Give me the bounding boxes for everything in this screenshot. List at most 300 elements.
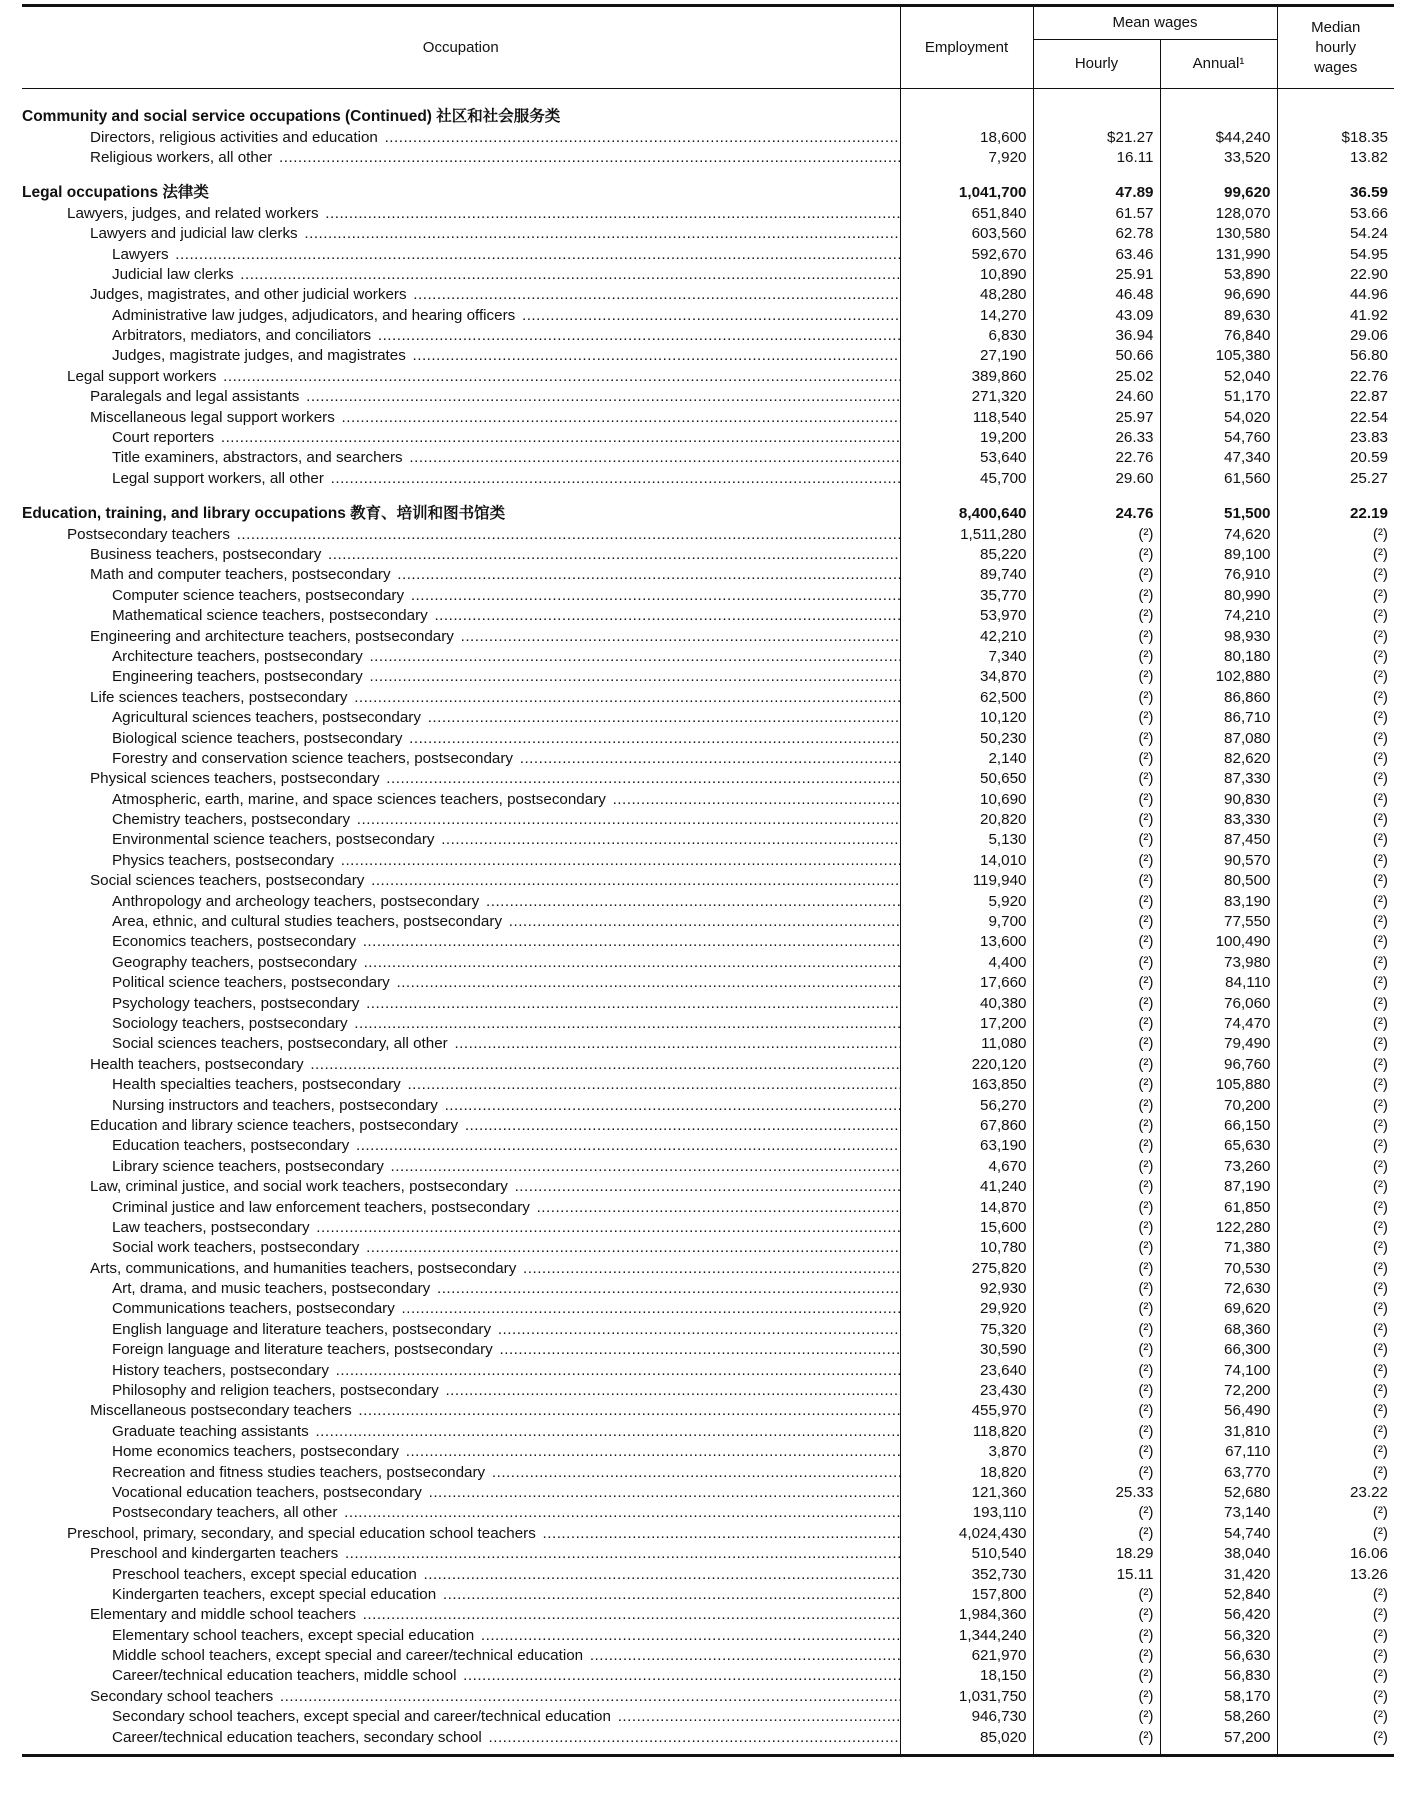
employment-cell: 18,600 [900,127,1033,147]
hourly-mean-cell: 62.78 [1033,224,1160,244]
occupation-cell [22,265,900,285]
table-row [22,1503,1394,1523]
annual-mean-cell: 96,760 [1160,1055,1277,1075]
annual-mean-cell: 54,020 [1160,407,1277,427]
occupation-cell [22,545,900,565]
occupation-label [22,1014,900,1034]
table-row [22,1422,1394,1442]
employment-cell: 50,230 [900,728,1033,748]
occupation-label [22,994,900,1014]
spacer-cell [900,489,1033,504]
table-row [22,346,1394,366]
annual-mean-cell: 128,070 [1160,204,1277,224]
median-hourly-cell: (²) [1277,1320,1394,1340]
hourly-mean-cell: (²) [1033,545,1160,565]
occupation-cell [22,504,900,524]
hourly-mean-cell: (²) [1033,993,1160,1013]
occupation-label [22,851,900,871]
occupation-cell [22,285,900,305]
occupation-label [22,810,900,830]
employment-cell: 18,820 [900,1462,1033,1482]
median-hourly-cell: (²) [1277,586,1394,606]
hourly-mean-cell: (²) [1033,1524,1160,1544]
occupation-cell [22,1503,900,1523]
hourly-mean-cell: (²) [1033,953,1160,973]
occupation-cell [22,871,900,891]
occupation-cell [22,1340,900,1360]
occupation-cell [22,993,900,1013]
annual-mean-cell: 80,180 [1160,647,1277,667]
occupation-cell [22,224,900,244]
median-hourly-cell: (²) [1277,932,1394,952]
occupation-label [22,1218,900,1238]
occupation-cell [22,769,900,789]
occupation-label [22,367,900,387]
hourly-mean-cell: (²) [1033,1320,1160,1340]
employment-cell: 62,500 [900,688,1033,708]
median-hourly-cell: $18.35 [1277,127,1394,147]
occupation-label [22,545,900,565]
employment-cell: 45,700 [900,469,1033,489]
median-hourly-cell: 54.95 [1277,244,1394,264]
employment-cell: 27,190 [900,346,1033,366]
hourly-mean-cell: (²) [1033,1605,1160,1625]
table-row [22,1483,1394,1503]
occupation-cell [22,790,900,810]
hourly-mean-cell: (²) [1033,565,1160,585]
median-hourly-cell: (²) [1277,953,1394,973]
hourly-mean-cell: (²) [1033,1136,1160,1156]
median-hourly-cell: (²) [1277,790,1394,810]
table-row [22,1727,1394,1747]
median-hourly-cell: 23.22 [1277,1483,1394,1503]
occupation-text: Mathematical science teachers, postsecondary [112,607,428,625]
table-header [22,6,1394,89]
hourly-mean-cell: (²) [1033,1238,1160,1258]
table-row [22,428,1394,448]
occupation-text: Math and computer teachers, postsecondary [90,566,391,584]
occupation-text: Chemistry teachers, postsecondary [112,811,351,829]
table-row [22,749,1394,769]
occupation-label [22,1157,900,1177]
table-row [22,265,1394,285]
employment-cell: 11,080 [900,1034,1033,1054]
employment-cell: 23,430 [900,1381,1033,1401]
hourly-mean-cell: (²) [1033,1055,1160,1075]
table-row [22,1585,1394,1605]
occupation-text: Legal support workers, all other [112,469,324,487]
table-row [22,524,1394,544]
table-row [22,1177,1394,1197]
occupation-label [22,871,900,891]
occupation-text: Recreation and fitness studies teachers, postsecondary [112,1463,486,1481]
table-row [22,1320,1394,1340]
occupation-text: Court reporters [112,429,215,447]
annual-mean-cell: 56,320 [1160,1626,1277,1646]
occupation-label [22,408,900,428]
employment-cell: 220,120 [900,1055,1033,1075]
median-hourly-cell: (²) [1277,769,1394,789]
median-hourly-cell: (²) [1277,545,1394,565]
annual-mean-cell: 73,980 [1160,953,1277,973]
median-hourly-cell: 41.92 [1277,306,1394,326]
median-header-line-3: wages [1314,58,1358,76]
occupation-text: Engineering teachers, postsecondary [112,668,363,686]
occupation-text: Education and library science teachers, postsecondary [90,1116,459,1134]
occupation-text: Career/technical education teachers, secondary school [112,1728,482,1746]
median-hourly-cell: (²) [1277,1157,1394,1177]
occupation-label [22,1116,900,1136]
occupation-text: Agricultural sciences teachers, postsecondary [112,709,421,727]
occupation-text: Law teachers, postsecondary [112,1218,310,1236]
table-row [22,469,1394,489]
employment-cell: 14,870 [900,1197,1033,1217]
table-row [22,1136,1394,1156]
occupation-label [22,667,900,687]
annual-mean-cell: 74,210 [1160,606,1277,626]
hourly-mean-cell: (²) [1033,932,1160,952]
hourly-mean-cell: (²) [1033,1503,1160,1523]
median-hourly-cell: (²) [1277,1116,1394,1136]
occupation-cell [22,367,900,387]
median-hourly-cell: 22.76 [1277,367,1394,387]
annual-mean-cell: 98,930 [1160,626,1277,646]
median-hourly-cell: (²) [1277,1279,1394,1299]
occupation-label [22,1646,900,1666]
occupation-text: Psychology teachers, postsecondary [112,994,360,1012]
annual-mean-cell: 65,630 [1160,1136,1277,1156]
hourly-mean-cell: 25.91 [1033,265,1160,285]
median-hourly-wages-header [1277,6,1394,89]
table-row [22,285,1394,305]
occupation-cell [22,1666,900,1686]
occupation-label [22,749,900,769]
occupation-cell [22,1116,900,1136]
occupation-cell [22,1442,900,1462]
annual-mean-cell: 82,620 [1160,749,1277,769]
hourly-mean-cell: (²) [1033,1157,1160,1177]
employment-cell: 85,020 [900,1727,1033,1747]
occupation-cell [22,407,900,427]
occupation-label [22,769,900,789]
table-row [22,244,1394,264]
occupation-text: Education teachers, postsecondary [112,1137,350,1155]
employment-cell: 651,840 [900,204,1033,224]
median-hourly-cell: (²) [1277,1666,1394,1686]
occupation-text: Religious workers, all other [90,148,273,166]
annual-mean-cell: 63,770 [1160,1462,1277,1482]
employment-cell: 23,640 [900,1360,1033,1380]
occupation-text: Atmospheric, earth, marine, and space sciences teachers, postsecondary [112,790,606,808]
occupation-cell [22,448,900,468]
table-row [22,545,1394,565]
table-row [22,993,1394,1013]
annual-mean-cell: 80,990 [1160,586,1277,606]
occupation-text: Lawyers [112,245,169,263]
occupation-text: Elementary school teachers, except special education [112,1626,475,1644]
occupation-label [22,830,900,850]
median-hourly-cell: (²) [1277,1381,1394,1401]
employment-cell: 30,590 [900,1340,1033,1360]
spacer-cell [900,168,1033,183]
hourly-mean-cell: (²) [1033,606,1160,626]
table-row [22,1544,1394,1564]
median-hourly-cell: 54.24 [1277,224,1394,244]
mean-wages-header: Mean wages [1033,6,1277,40]
employment-cell: 17,200 [900,1014,1033,1034]
annual-mean-cell: 66,150 [1160,1116,1277,1136]
occupation-cell [22,912,900,932]
occupation-cell [22,1258,900,1278]
occupation-text: English language and literature teachers, postsecondary [112,1320,492,1338]
median-hourly-cell: (²) [1277,993,1394,1013]
hourly-mean-cell: 47.89 [1033,183,1160,203]
hourly-mean-cell: (²) [1033,728,1160,748]
hourly-mean-cell: (²) [1033,1422,1160,1442]
occupation-cell [22,1727,900,1747]
occupation-cell [22,1564,900,1584]
occupation-label [22,1544,900,1564]
employment-cell: 53,640 [900,448,1033,468]
employment-cell: 271,320 [900,387,1033,407]
spacer-cell [1160,89,1277,108]
occupation-cell [22,749,900,769]
employment-cell: 20,820 [900,810,1033,830]
median-hourly-cell: 22.87 [1277,387,1394,407]
spacer-cell [22,1748,900,1756]
table-row [22,1218,1394,1238]
hourly-mean-cell: 50.66 [1033,346,1160,366]
employment-cell: 4,670 [900,1157,1033,1177]
median-hourly-cell: (²) [1277,1462,1394,1482]
occupation-text: Judges, magistrates, and other judicial workers [90,286,407,304]
occupation-text: Home economics teachers, postsecondary [112,1443,400,1461]
hourly-mean-cell: (²) [1033,1075,1160,1095]
spacer-row [22,168,1394,183]
hourly-mean-cell: 16.11 [1033,148,1160,168]
occupation-label [22,1075,900,1095]
median-hourly-cell: (²) [1277,1258,1394,1278]
spacer-cell [22,489,900,504]
median-hourly-cell: (²) [1277,1442,1394,1462]
hourly-mean-cell: 24.76 [1033,504,1160,524]
annual-mean-cell: 89,630 [1160,306,1277,326]
hourly-mean-cell: (²) [1033,1585,1160,1605]
median-hourly-cell: (²) [1277,1075,1394,1095]
median-hourly-cell: (²) [1277,973,1394,993]
hourly-mean-cell: (²) [1033,1687,1160,1707]
median-hourly-cell: (²) [1277,1197,1394,1217]
occupation-cell [22,667,900,687]
occupation-label [22,953,900,973]
annual-mean-cell: 72,630 [1160,1279,1277,1299]
table-row [22,973,1394,993]
annual-mean-cell: 102,880 [1160,667,1277,687]
occupation-text: Law, criminal justice, and social work teachers, postsecondary [90,1178,508,1196]
annual-mean-cell: 52,680 [1160,1483,1277,1503]
annual-mean-cell [1160,107,1277,127]
median-hourly-cell: (²) [1277,728,1394,748]
table-row [22,851,1394,871]
table-row [22,1116,1394,1136]
hourly-mean-cell: (²) [1033,851,1160,871]
table-row [22,204,1394,224]
employment-header: Employment [900,6,1033,89]
hourly-mean-cell: (²) [1033,524,1160,544]
median-hourly-cell: (²) [1277,1687,1394,1707]
median-hourly-cell: (²) [1277,1218,1394,1238]
table-row [22,769,1394,789]
occupation-text: Business teachers, postsecondary [90,546,322,563]
table-row [22,1462,1394,1482]
employment-cell: 40,380 [900,993,1033,1013]
hourly-mean-cell: (²) [1033,1279,1160,1299]
median-hourly-cell: (²) [1277,851,1394,871]
occupation-cell [22,1605,900,1625]
annual-mean-cell: 71,380 [1160,1238,1277,1258]
median-hourly-cell: (²) [1277,1646,1394,1666]
occupation-label [22,1626,900,1646]
annual-mean-cell: 52,040 [1160,367,1277,387]
hourly-mean-cell: (²) [1033,626,1160,646]
annual-mean-cell: 105,880 [1160,1075,1277,1095]
spacer-row [22,1748,1394,1756]
table-row [22,326,1394,346]
occupation-cell [22,1075,900,1095]
median-hourly-cell: (²) [1277,688,1394,708]
occupation-text: Community and social service occupations (Continued) 社区和社会服务类 [22,108,561,126]
annual-mean-cell: 53,890 [1160,265,1277,285]
annual-mean-cell: 83,330 [1160,810,1277,830]
employment-cell: 2,140 [900,749,1033,769]
occupation-text: Architecture teachers, postsecondary [112,647,363,665]
table-row [22,1299,1394,1319]
annual-mean-cell: 105,380 [1160,346,1277,366]
table-row [22,728,1394,748]
occupation-cell [22,1177,900,1197]
occupation-text: Nursing instructors and teachers, postsecondary [112,1096,438,1114]
occupation-cell [22,1197,900,1217]
annual-mean-cell: 87,330 [1160,769,1277,789]
median-hourly-cell: (²) [1277,1055,1394,1075]
employment-cell: 1,041,700 [900,183,1033,203]
occupation-text: Life sciences teachers, postsecondary [90,688,348,706]
median-hourly-cell: (²) [1277,830,1394,850]
occupation-header: Occupation [422,38,499,56]
employment-cell: 5,920 [900,891,1033,911]
employment-cell: 1,984,360 [900,1605,1033,1625]
employment-cell: 455,970 [900,1401,1033,1421]
annual-mean-cell: 73,260 [1160,1157,1277,1177]
occupation-text: Title examiners, abstractors, and searchers [112,449,403,467]
occupation-text: Career/technical education teachers, middle school [112,1667,457,1685]
employment-cell: 121,360 [900,1483,1033,1503]
median-hourly-cell: 16.06 [1277,1544,1394,1564]
median-hourly-cell: (²) [1277,1727,1394,1747]
hourly-mean-cell: (²) [1033,1034,1160,1054]
median-hourly-cell: 22.54 [1277,407,1394,427]
employment-cell: 193,110 [900,1503,1033,1523]
annual-mean-cell: 76,910 [1160,565,1277,585]
occupation-text: Biological science teachers, postsecondary [112,729,403,747]
median-hourly-cell: (²) [1277,1503,1394,1523]
median-hourly-cell: 23.83 [1277,428,1394,448]
employment-cell: 18,150 [900,1666,1033,1686]
annual-mean-cell: 100,490 [1160,932,1277,952]
occupation-label [22,1524,900,1544]
occupation-text: Kindergarten teachers, except special education [112,1585,437,1603]
occupation-cell [22,1626,900,1646]
hourly-mean-cell: (²) [1033,1197,1160,1217]
occupation-label [22,245,900,265]
hourly-mean-cell: (²) [1033,1442,1160,1462]
table-row [22,932,1394,952]
annual-mean-cell: 87,190 [1160,1177,1277,1197]
employment-cell: 85,220 [900,545,1033,565]
section-row [22,504,1394,524]
annual-mean-cell: 56,830 [1160,1666,1277,1686]
occupation-text: Computer science teachers, postsecondary [112,586,405,604]
occupation-text: Physical sciences teachers, postsecondary [90,770,380,788]
table-row [22,606,1394,626]
occupation-cell [22,1462,900,1482]
employment-cell: 14,010 [900,851,1033,871]
employment-cell: 118,820 [900,1422,1033,1442]
occupation-text: Postsecondary teachers [67,525,230,543]
spacer-cell [1160,1748,1277,1756]
occupation-text: Preschool and kindergarten teachers [90,1545,339,1563]
employment-cell [900,107,1033,127]
occupation-label [22,1055,900,1075]
occupation-text: Social sciences teachers, postsecondary [90,872,365,890]
employment-cell: 48,280 [900,285,1033,305]
hourly-mean-cell: (²) [1033,1218,1160,1238]
occupation-cell [22,183,900,203]
hourly-mean-cell: (²) [1033,1626,1160,1646]
occupation-cell [22,586,900,606]
occupation-label [22,306,900,326]
median-hourly-cell: (²) [1277,1401,1394,1421]
hourly-mean-cell: 22.76 [1033,448,1160,468]
median-hourly-cell: (²) [1277,891,1394,911]
annual-mean-cell: 74,100 [1160,1360,1277,1380]
median-hourly-cell: (²) [1277,1360,1394,1380]
occupation-cell [22,127,900,147]
occupation-label [22,1279,900,1299]
occupation-text: Miscellaneous postsecondary teachers [90,1402,352,1420]
hourly-mean-cell: (²) [1033,1646,1160,1666]
employment-cell: 53,970 [900,606,1033,626]
median-hourly-cell: (²) [1277,1136,1394,1156]
occupation-label [22,932,900,952]
hourly-mean-cell: (²) [1033,1401,1160,1421]
occupation-label [22,729,900,749]
employment-cell: 67,860 [900,1116,1033,1136]
occupation-label [22,627,900,647]
annual-mean-cell: 90,830 [1160,790,1277,810]
spacer-cell [22,168,900,183]
occupation-text: Lawyers, judges, and related workers [67,204,319,222]
annual-mean-cell: 47,340 [1160,448,1277,468]
annual-mean-cell: 79,490 [1160,1034,1277,1054]
occupation-text: Forestry and conservation science teachers, postsecondary [112,749,513,767]
median-hourly-cell: (²) [1277,871,1394,891]
occupation-label [22,387,900,407]
table-row [22,586,1394,606]
spacer-cell [1033,89,1160,108]
median-hourly-cell: (²) [1277,565,1394,585]
employment-cell: 4,400 [900,953,1033,973]
